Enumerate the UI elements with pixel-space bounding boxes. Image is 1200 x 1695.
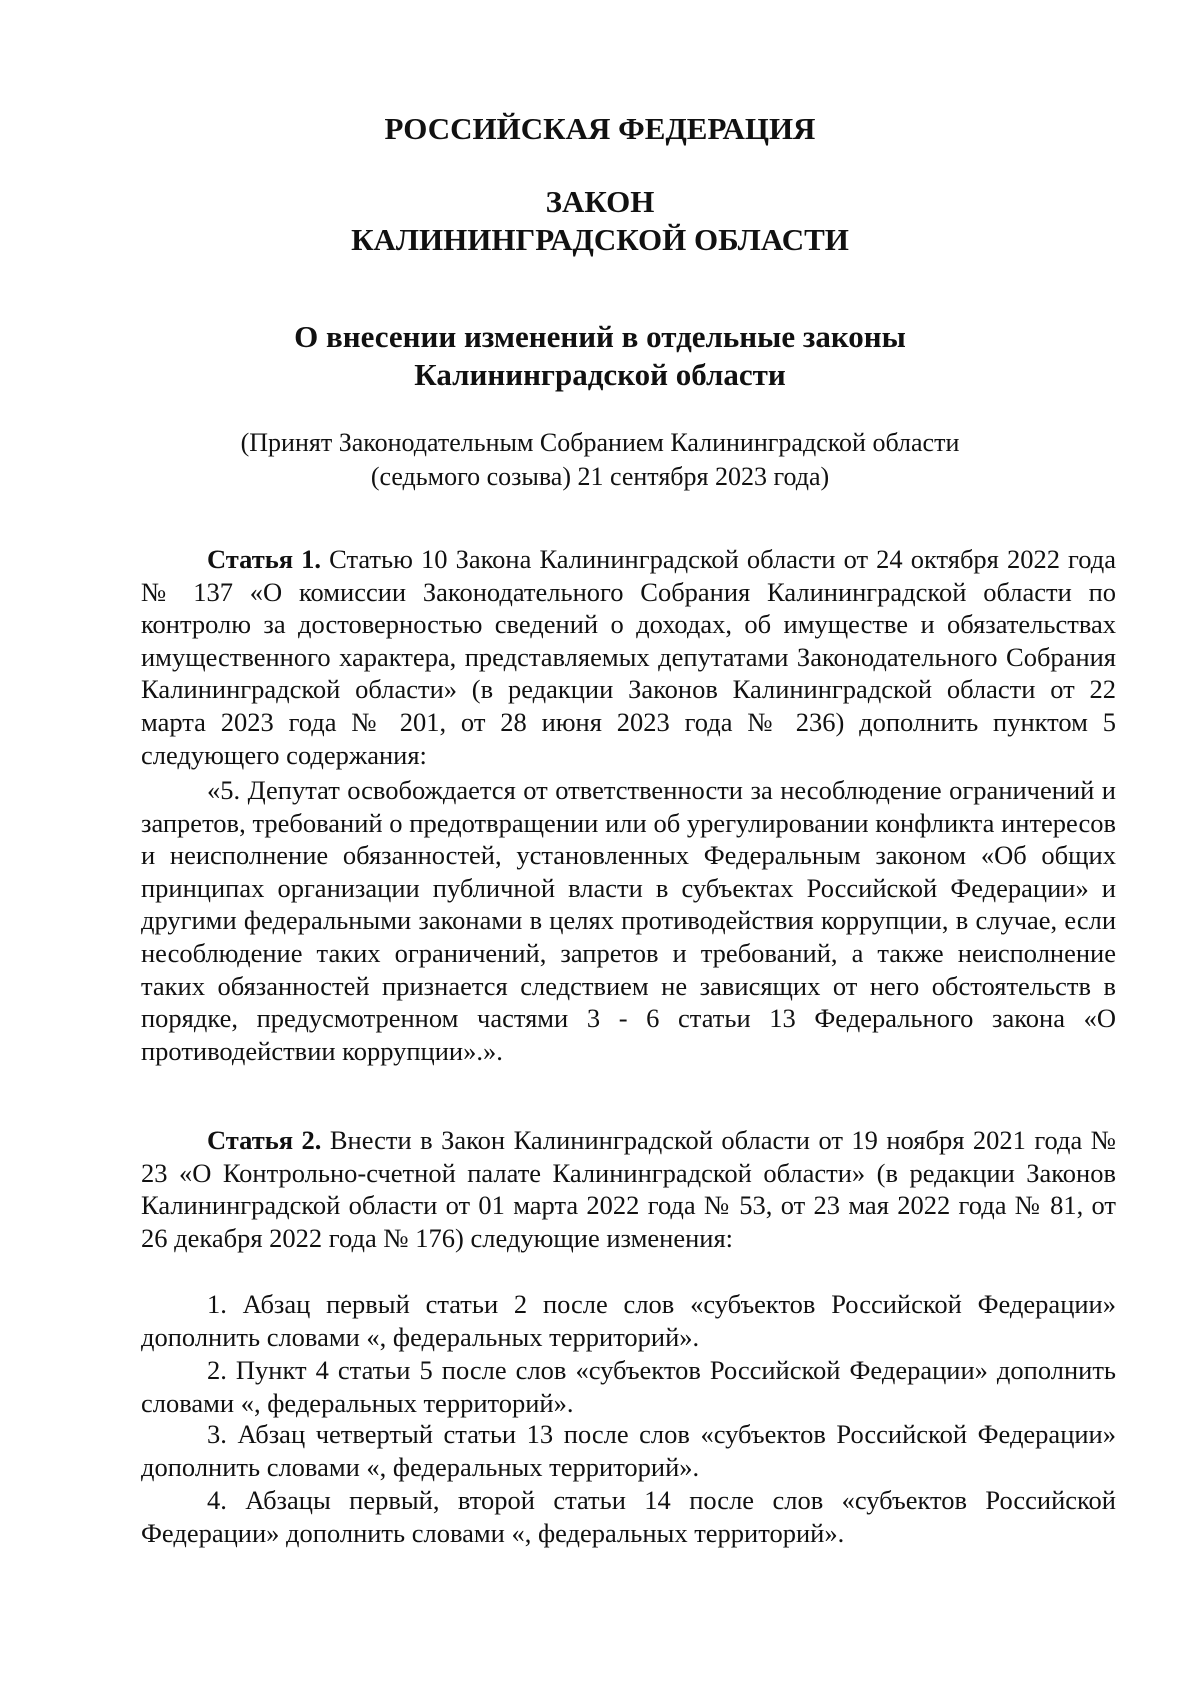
- law-title-line2: КАЛИНИНГРАДСКОЙ ОБЛАСТИ: [351, 222, 849, 257]
- article-1-label: Статья 1.: [207, 544, 322, 574]
- article-2-item-2: 2. Пункт 4 статьи 5 после слов «субъектов Российской Федерации» дополнить словами «, федеральных территорий».: [141, 1355, 1116, 1418]
- article-2-item-1: 1. Абзац первый статьи 2 после слов «субъектов Российской Федерации» дополнить словами «, федеральных территорий».: [141, 1289, 1116, 1352]
- law-subject-line2: Калининградской области: [414, 357, 786, 392]
- adoption-note: [0, 426, 1200, 494]
- article-2-text: Внести в Закон Калининградской области от 19 ноября 2021 года № 23 «О Контрольно-счетной палате Калининградской области» (в редакции Законов Калининградской области от 01 марта 2022 года № 53, от 23 мая 2022 года № 81, от 26 декабря 2022 года № 176) следующие изменения:: [141, 1125, 1117, 1253]
- article-1-text: Статью 10 Закона Калининградской области от 24 октября 2022 года № 137 «О комиссии Законодательного Собрания Калининградской области по контролю за достоверностью сведений о доходах, об имуществе и обязательствах имущественного характера, представляемых депутатами Законодательного Собрания Калининградской области» (в редакции Законов Калининградской области от 22 марта 2023 года № 201, от 28 июня 2023 года № 236) дополнить пунктом 5 следующего содержания:: [141, 544, 1116, 770]
- article-2-item-3: 3. Абзац четвертый статьи 13 после слов «субъектов Российской Федерации» дополнить словами «, федеральных территорий».: [141, 1419, 1116, 1482]
- article-2-item-4: 4. Абзацы первый, второй статьи 14 после слов «субъектов Российской Федерации» дополнить словами «, федеральных территорий».: [141, 1485, 1116, 1548]
- law-title-line1: ЗАКОН: [545, 184, 655, 219]
- article-2: [141, 1124, 1116, 1254]
- adoption-note-line2: (седьмого созыва) 21 сентября 2023 года): [370, 462, 830, 491]
- law-subject-line1: О внесении изменений в отдельные законы: [294, 319, 906, 354]
- law-title: [0, 183, 1200, 259]
- federation-heading: [0, 110, 1200, 148]
- article-1: [141, 543, 1116, 771]
- article-1-quote: «5. Депутат освобождается от ответственности за несоблюдение ограничений и запретов, требований о предотвращении или об урегулировании конфликта интересов и неисполнение обязанностей, установленных Федеральным законом «Об общих принципах организации публичной власти в субъектах Российской Федерации» и другими федеральными законами в целях противодействия коррупции, в случае, если несоблюдение таких ограничений, запретов и требований, а также неисполнение таких обязанностей признается следствием не зависящих от него обстоятельств в порядке, предусмотренном частями 3 - 6 статьи 13 Федерального закона «О противодействии коррупции».».: [141, 775, 1116, 1066]
- federation-text: РОССИЙСКАЯ ФЕДЕРАЦИЯ: [384, 111, 816, 146]
- law-subject: [0, 318, 1200, 394]
- adoption-note-line1: (Принят Законодательным Собранием Калининградской области: [240, 428, 960, 457]
- article-2-label: Статья 2.: [207, 1125, 322, 1155]
